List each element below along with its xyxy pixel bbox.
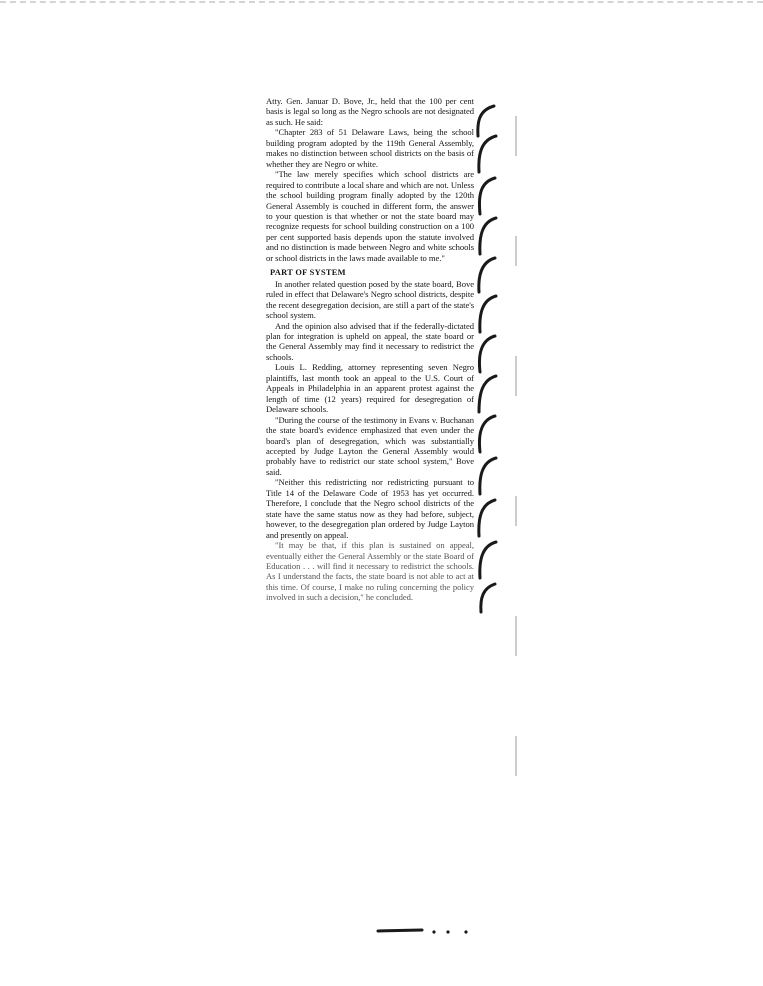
scan-top-border [0,1,763,3]
newspaper-clipping [266,96,474,936]
clip-paragraph-7: "During the course of the testimony in Evans v. Buchanan the state board's evidence emphasized that even under the board's plan of desegregation, which was substantially accepted by Judge Layton the General Assembly would probably have to redistrict our state school system," Bove said. [266,414,474,477]
clip-paragraph-2: "Chapter 283 of 51 Delaware Laws, being the school building program adopted by the 119th General Assembly, makes no distinction between school districts on the basis of whether they are Negro or white. [266,127,474,169]
clip-paragraph-4: In another related question posed by the state board, Bove ruled in effect that Delaware's Negro school districts, despite the recent desegregation decision, are still a part of the state's school system. [266,278,474,321]
clip-subhead: PART OF SYSTEM [270,268,346,278]
clip-paragraph-1: Atty. Gen. Januar D. Bove, Jr., held that the 100 per cent basis is legal so long as the Negro schools are not designated as such. He said: [266,96,474,127]
edge-marks [510,96,524,816]
clip-paragraph-9: "It may be that, if this plan is sustained on appeal, eventually either the General Assembly or the state Board of Education . . . will find it necessary to redistrict the schools. As I understand the facts, the state board is not able to act at this time. Of course, I make no ruling concerning the policy involved in such a decision," he concluded. [266,540,474,603]
closing-rule [376,924,476,938]
clip-paragraph-8: "Neither this redistricting nor redistricting pursuant to Title 14 of the Delaware Code of 1953 has yet occurred. Therefore, I conclude that the Negro school districts of the state have the same status now as they had before, subject, however, to the desegregation plan ordered by Judge Layton and presently on appeal. [266,477,474,540]
margin-scratch-marks [474,96,498,616]
clip-paragraph-5: And the opinion also advised that if the federally-dictated plan for integration is upheld on appeal, the state board or the General Assembly may find it necessary to redistrict the schools. [266,320,474,362]
clip-paragraph-3: "The law merely specifies which school districts are required to contribute a local share and which are not. Unless the school building program finally adopted by the 120th General Assembly is couched in different form, the answer to your question is that whether or not the state board may recognize requests for school building construction on a 100 per cent supported basis depends upon the statute involved and no distinction is made between Negro and white schools or school districts in the laws made available to me." [266,169,474,263]
clip-paragraph-6: Louis L. Redding, attorney representing seven Negro plaintiffs, last month took an appeal to the U.S. Court of Appeals in Philadelphia in an apparent protest against the length of time (12 years) required for desegregation of Delaware schools. [266,362,474,415]
